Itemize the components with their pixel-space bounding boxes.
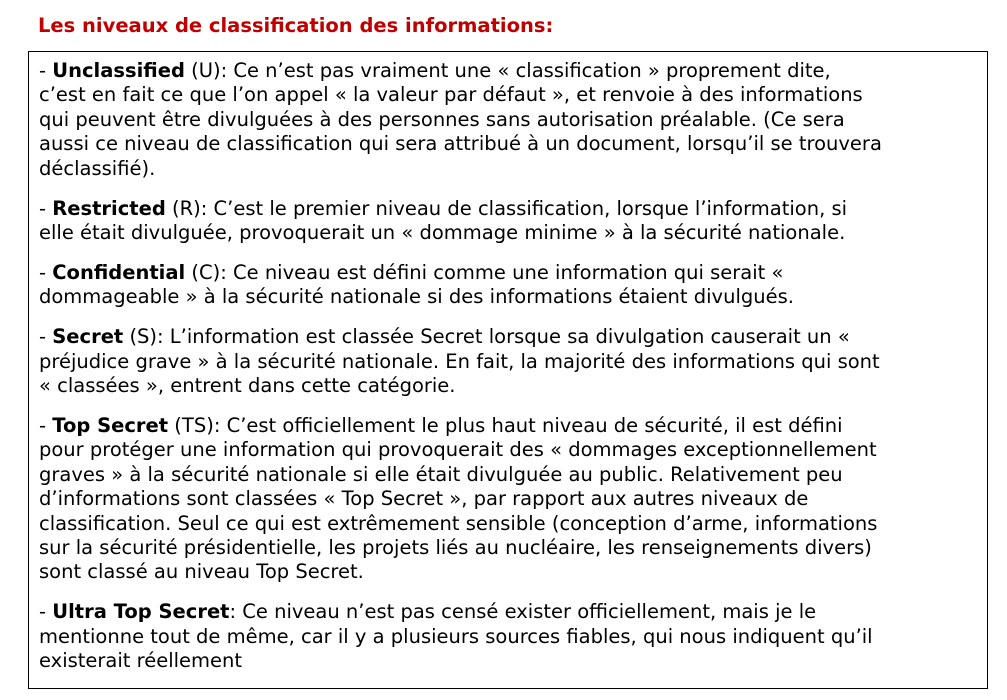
entry-confidential — [39, 261, 979, 310]
entry-text: (R): C’est le premier niveau de classification, lorsque l’information, si elle était divulguée, provoquerait un « dommage minime » à la sécurité nationale. — [39, 196, 848, 244]
entry-text: (S): L’information est classée Secret lorsque sa divulgation causerait un « préjudice grave » à la sécurité nationale. En fait, la majorité des informations qui sont « classées », entrent dans cette catégorie. — [39, 325, 880, 397]
entry-text: (TS): C’est officiellement le plus haut niveau de sécurité, il est défini pour protéger une information qui provoquerait des « dommages exceptionnellement graves » à la sécurité nationale si elle était divulguée au public. Relativement peu d’informations sont classées « Top Secret », par rapport aux autres niveaux de classification. Seul ce qui est extrêmement sensible (conception d’arme, informations sur la sécurité présidentielle, les projets liés au nucléaire, les renseignements divers) sont classé au niveau Top Secret. — [39, 413, 878, 584]
entry-prefix: - — [39, 600, 53, 624]
entry-unclassified — [39, 59, 979, 181]
entry-text: (C): Ce niveau est défini comme une information qui serait « dommageable » à la sécurité nationale si des informations étaient divulgués. — [39, 260, 794, 309]
classification-levels-box — [28, 51, 988, 689]
term-ultra-top-secret: Ultra Top Secret — [52, 600, 230, 624]
entry-secret — [39, 325, 979, 398]
entry-restricted — [39, 197, 979, 246]
page-heading: Les niveaux de classification des informations: — [38, 14, 554, 37]
term-top-secret: Top Secret — [52, 413, 169, 437]
term-secret: Secret — [52, 325, 124, 349]
entry-top-secret — [39, 414, 979, 585]
entry-prefix: - — [39, 413, 53, 437]
entry-prefix: - — [39, 196, 53, 220]
term-unclassified: Unclassified — [52, 59, 185, 82]
entry-ultra-top-secret — [39, 600, 979, 673]
term-confidential: Confidential — [52, 260, 186, 284]
entry-text: (U): Ce n’est pas vraiment une « classification » proprement dite, c’est en fait ce que l’on appel « la valeur par défaut », et renvoie à des informations qui peuvent être divulguées à des personnes sans autorisation préalable. (Ce sera aussi ce niveau de classification qui sera attribué à un document, lorsqu’il se trouvera déclassifié). — [39, 59, 882, 180]
entry-prefix: - — [39, 325, 53, 349]
entry-prefix: - — [39, 59, 53, 82]
term-restricted: Restricted — [52, 196, 166, 220]
entry-text: : Ce niveau n’est pas censé exister officiellement, mais je le mentionne tout de même, car il y a plusieurs sources fiables, qui nous indiquent qu’il existerait réellement — [39, 600, 873, 673]
entry-prefix: - — [39, 260, 53, 284]
